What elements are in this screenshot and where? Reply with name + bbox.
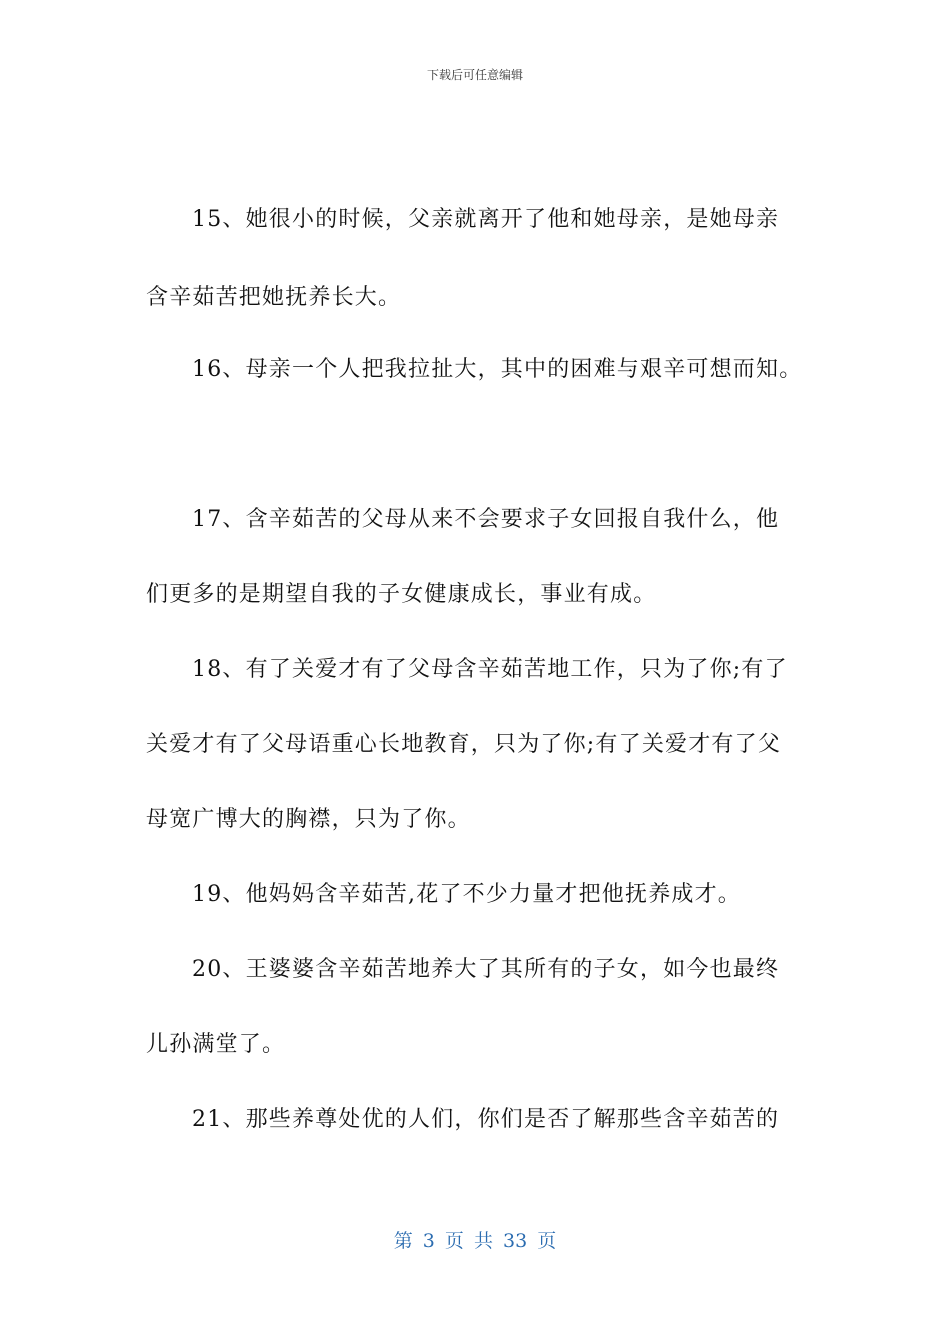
paragraph-17-line-1: 17、含辛茹苦的父母从来不会要求子女回报自我什么，他 <box>192 507 780 532</box>
paragraph-16-line-1: 16、母亲一个人把我拉扯大，其中的困难与艰辛可想而知。 <box>192 357 803 382</box>
paragraph-18-line-3: 母宽广博大的胸襟，只为了你。 <box>146 807 471 832</box>
paragraph-19-line-1: 19、他妈妈含辛茹苦,花了不少力量才把他抚养成才。 <box>192 882 741 907</box>
paragraph-20-line-2: 儿孙满堂了。 <box>146 1032 286 1057</box>
paragraph-17-line-2: 们更多的是期望自我的子女健康成长，事业有成。 <box>146 582 657 607</box>
page-header-note: 下载后可任意编辑 <box>426 68 523 82</box>
paragraph-20-line-1: 20、王婆婆含辛茹苦地养大了其所有的子女，如今也最终 <box>192 957 780 982</box>
page-number: 第 3 页 共 33 页 <box>393 1230 557 1252</box>
paragraph-15-line-2: 含辛茹苦把她抚养长大。 <box>146 285 402 310</box>
paragraph-18-line-2: 关爱才有了父母语重心长地教育，只为了你;有了关爱才有了父 <box>146 732 782 757</box>
paragraph-18-line-1: 18、有了关爱才有了父母含辛茹苦地工作，只为了你;有了 <box>192 657 788 682</box>
paragraph-15-line-1: 15、她很小的时候，父亲就离开了他和她母亲，是她母亲 <box>192 207 780 232</box>
paragraph-21-line-1: 21、那些养尊处优的人们，你们是否了解那些含辛茹苦的 <box>192 1107 780 1132</box>
